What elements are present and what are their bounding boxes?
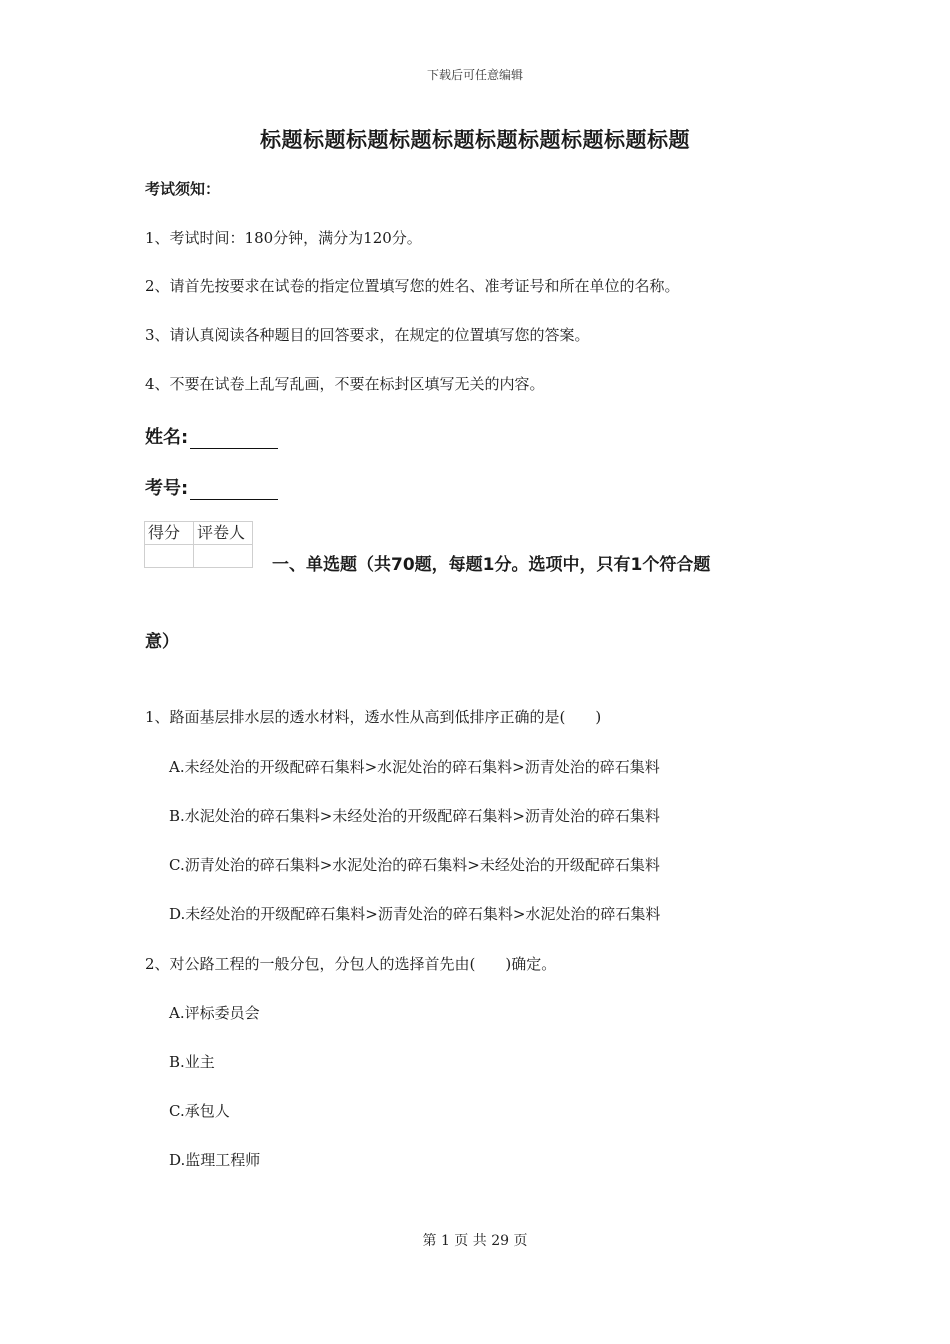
section-heading-continued: 意） xyxy=(145,632,179,652)
notice-heading: 考试须知： xyxy=(145,180,221,198)
question-2-option-d: D.监理工程师 xyxy=(169,1151,261,1169)
grader-header: 评卷人 xyxy=(194,522,253,545)
document-title: 标题标题标题标题标题标题标题标题标题标题 xyxy=(260,128,690,152)
notice-rule-4: 4、不要在试卷上乱写乱画，不要在标封区填写无关的内容。 xyxy=(145,375,545,393)
score-cell[interactable] xyxy=(145,545,194,568)
score-header: 得分 xyxy=(145,522,194,545)
notice-rule-2: 2、请首先按要求在试卷的指定位置填写您的姓名、准考证号和所在单位的名称。 xyxy=(145,277,680,295)
grader-cell[interactable] xyxy=(194,545,253,568)
question-2-option-a: A.评标委员会 xyxy=(169,1004,260,1022)
name-blank-line[interactable] xyxy=(190,428,278,449)
exam-id-field xyxy=(145,474,278,500)
header-note: 下载后可任意编辑 xyxy=(426,68,523,82)
page-footer: 第 1 页 共 29 页 xyxy=(422,1233,528,1249)
name-field xyxy=(145,423,278,449)
score-table xyxy=(144,521,253,568)
question-1-option-a: A.未经处治的开级配碎石集料>水泥处治的碎石集料>沥青处治的碎石集料 xyxy=(169,758,660,776)
score-table-header-row xyxy=(145,522,253,545)
question-1-option-c: C.沥青处治的碎石集料>水泥处治的碎石集料>未经处治的开级配碎石集料 xyxy=(169,856,660,874)
question-1-stem: 1、路面基层排水层的透水材料，透水性从高到低排序正确的是( ) xyxy=(145,708,602,726)
exam-id-label: 考号: xyxy=(145,478,189,499)
section-heading: 一、单选题（共70题，每题1分。选项中，只有1个符合题 xyxy=(272,555,711,575)
question-2-option-b: B.业主 xyxy=(169,1053,215,1071)
question-2-option-c: C.承包人 xyxy=(169,1102,230,1120)
question-1-option-d: D.未经处治的开级配碎石集料>沥青处治的碎石集料>水泥处治的碎石集料 xyxy=(169,905,661,923)
question-2-stem: 2、对公路工程的一般分包，分包人的选择首先由( )确定。 xyxy=(145,955,557,973)
notice-rule-3: 3、请认真阅读各种题目的回答要求，在规定的位置填写您的答案。 xyxy=(145,326,590,344)
exam-id-blank-line[interactable] xyxy=(190,479,278,500)
notice-rule-1: 1、考试时间：180分钟，满分为120分。 xyxy=(145,229,422,247)
score-table-entry-row xyxy=(145,545,253,568)
name-label: 姓名: xyxy=(145,427,189,448)
question-1-option-b: B.水泥处治的碎石集料>未经处治的开级配碎石集料>沥青处治的碎石集料 xyxy=(169,807,660,825)
